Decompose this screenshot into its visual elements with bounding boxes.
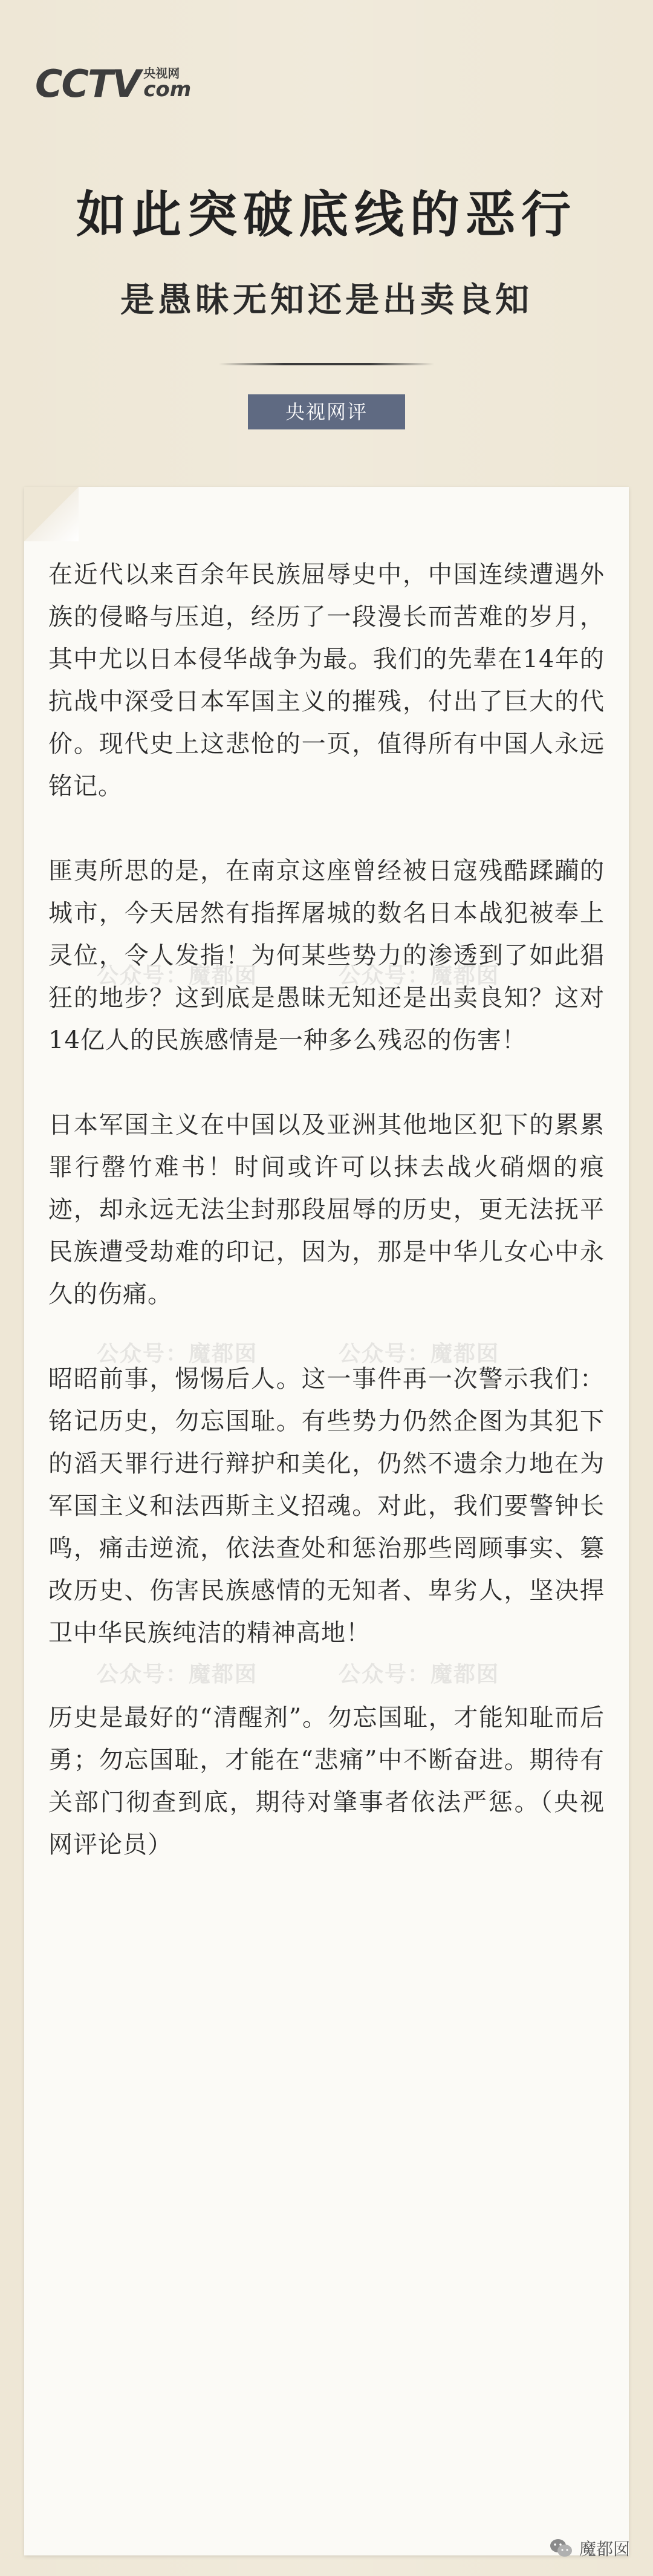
article-body bbox=[48, 553, 605, 1908]
watermark: 公众号：魔都囡 bbox=[339, 1662, 500, 1687]
logo-cctv-text: CCTV bbox=[35, 61, 140, 106]
wechat-icon bbox=[549, 2537, 573, 2559]
watermark: 公众号：魔都囡 bbox=[97, 1342, 258, 1366]
watermark: 公众号：魔都囡 bbox=[97, 1662, 258, 1687]
page-subtitle: 是愚昧无知还是出卖良知 bbox=[120, 280, 533, 320]
footer-badge-text: 魔都囡 bbox=[579, 2539, 630, 2559]
paragraph-3: 日本军国主义在中国以及亚洲其他地区犯下的累累罪行罄竹难书！时间或许可以抹去战火硝烟的痕迹，却永远无法尘封那段屈辱的历史，更无法抚平民族遭受劫难的印记，因为，那是中华儿女心中永久的伤痛。 bbox=[48, 1111, 605, 1308]
watermark: 公众号：魔都囡 bbox=[339, 1342, 500, 1366]
page-title: 如此突破底线的恶行 bbox=[76, 186, 577, 244]
logo-com-text: com bbox=[143, 77, 192, 102]
paragraph-1: 在近代以来百余年民族屈辱史中，中国连续遭遇外族的侵略与压迫，经历了一段漫长而苦难的岁月，其中尤以日本侵华战争为最。我们的先辈在14年的抗战中深受日本军国主义的摧残，付出了巨大的代价。现代史上这悲怆的一页，值得所有中国人永远铭记。 bbox=[48, 561, 605, 800]
paragraph-5: 历史是最好的“清醒剂”。勿忘国耻，才能知耻而后勇；勿忘国耻，才能在“悲痛”中不断奋进。期待有关部门彻查到底，期待对肇事者依法严惩。（央视网评论员） bbox=[48, 1704, 605, 1859]
logo-cn-text: 央视网 bbox=[143, 66, 180, 80]
paragraph-4: 昭昭前事，惕惕后人。这一事件再一次警示我们：铭记历史，勿忘国耻。有些势力仍然企图为其犯下的滔天罪行进行辩护和美化，仍然不遗余力地在为军国主义和法西斯主义招魂。对此，我们要警钟长鸣，痛击逆流，依法查处和惩治那些罔顾事实、篡改历史、伤害民族感情的无知者、卑劣人，坚决捍卫中华民族纯洁的精神高地！ bbox=[48, 1365, 605, 1647]
watermark: 公众号：魔都囡 bbox=[339, 964, 500, 988]
watermark: 公众号：魔都囡 bbox=[97, 964, 258, 988]
paragraph-2: 匪夷所思的是，在南京这座曾经被日寇残酷蹂躏的城市，今天居然有指挥屠城的数名日本战犯被奉上灵位，令人发指！为何某些势力的渗透到了如此猖狂的地步？这到底是愚昧无知还是出卖良知？这对14亿人的民族感情是一种多么残忍的伤害！ bbox=[48, 857, 605, 1054]
footer-badge bbox=[549, 2536, 630, 2560]
cctv-logo bbox=[35, 59, 191, 108]
page-fold-cover bbox=[24, 487, 79, 541]
title-divider bbox=[219, 363, 434, 365]
column-tag: 央视网评 bbox=[248, 394, 405, 429]
